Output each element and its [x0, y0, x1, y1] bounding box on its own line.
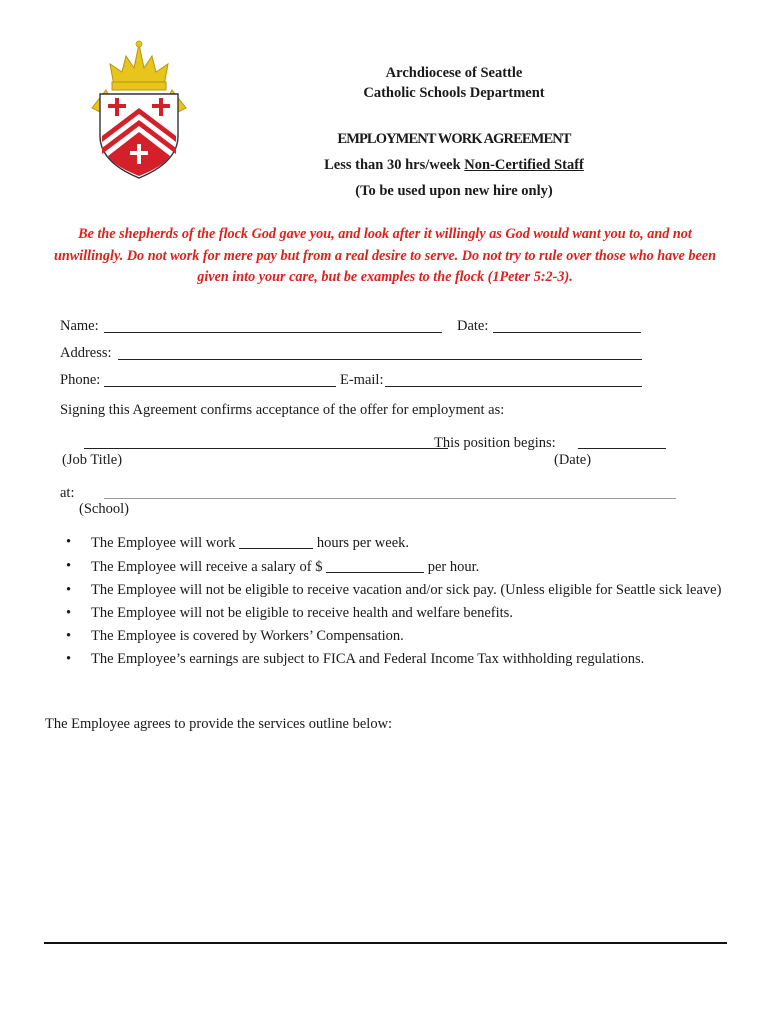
list-item — [62, 558, 722, 576]
job-title-caption: (Job Title) — [62, 452, 123, 468]
document-title: EMPLOYMENT WORK AGREEMENT — [337, 131, 571, 147]
name-field[interactable] — [104, 332, 442, 333]
page-divider — [44, 942, 727, 944]
name-label: Name: — [60, 318, 99, 334]
position-begins-label: This position begins: — [434, 435, 556, 451]
school-caption: (School) — [79, 501, 129, 517]
list-item — [62, 534, 722, 552]
at-label: at: — [60, 485, 75, 501]
job-title-field[interactable] — [84, 448, 448, 449]
list-item — [62, 628, 722, 645]
salary-text-post: per hour. — [424, 559, 480, 575]
hourly-salary-field[interactable] — [326, 558, 424, 573]
services-intro: The Employee agrees to provide the services outline below: — [45, 716, 393, 732]
date-label: Date: — [457, 318, 489, 334]
terms-list — [62, 534, 722, 674]
department-name: Catholic Schools Department — [363, 85, 545, 101]
phone-label: Phone: — [60, 372, 101, 388]
benefits-term: The Employee will not be eligible to receive health and welfare benefits. — [91, 605, 513, 621]
date-field[interactable] — [493, 332, 641, 333]
address-label: Address: — [60, 345, 112, 361]
bullet-icon: • — [66, 582, 72, 598]
salary-text-pre: The Employee will receive a salary of $ — [91, 559, 327, 575]
bullet-icon: • — [66, 628, 72, 644]
usage-note: (To be used upon new hire only) — [355, 183, 553, 199]
date-caption: (Date) — [554, 452, 592, 468]
scripture-quote: Be the shepherds of the flock God gave you, and look after it willingly as God would want you to, and not unwillingly. Do not work for mere pay but from a real desire to serve. Do not try to rule over those who have been given into your care, but be examples to the flock (1Peter 5:2-3). — [54, 226, 716, 285]
email-label: E-mail: — [340, 372, 384, 388]
email-field[interactable] — [385, 386, 642, 387]
document-subtitle — [300, 157, 608, 174]
vacation-term: The Employee will not be eligible to receive vacation and/or sick pay. (Unless eligible for Seattle sick leave) — [91, 582, 722, 598]
bullet-icon: • — [66, 534, 72, 550]
org-name: Archdiocese of Seattle — [385, 65, 523, 81]
bullet-icon: • — [66, 558, 72, 574]
agreement-intro: Signing this Agreement confirms acceptance of the offer for employment as: — [60, 402, 505, 418]
list-item — [62, 582, 722, 599]
bullet-icon: • — [66, 605, 72, 621]
bullet-icon: • — [66, 651, 72, 667]
workers-comp-term: The Employee is covered by Workers’ Compensation. — [91, 628, 404, 644]
subtitle-prefix: Less than 30 hrs/week — [324, 157, 465, 173]
school-field[interactable] — [104, 498, 676, 499]
hours-per-week-field[interactable] — [239, 534, 313, 549]
address-field[interactable] — [118, 359, 642, 360]
tax-term: The Employee’s earnings are subject to FICA and Federal Income Tax withholding regulations. — [91, 651, 645, 667]
start-date-field[interactable] — [578, 448, 666, 449]
list-item — [62, 605, 722, 622]
hours-text-post: hours per week. — [313, 535, 410, 551]
archdiocese-crest-logo — [88, 38, 190, 180]
list-item — [62, 651, 722, 668]
subtitle-staff-type: Non-Certified Staff — [464, 157, 584, 173]
hours-text-pre: The Employee will work — [91, 535, 240, 551]
phone-field[interactable] — [104, 386, 336, 387]
